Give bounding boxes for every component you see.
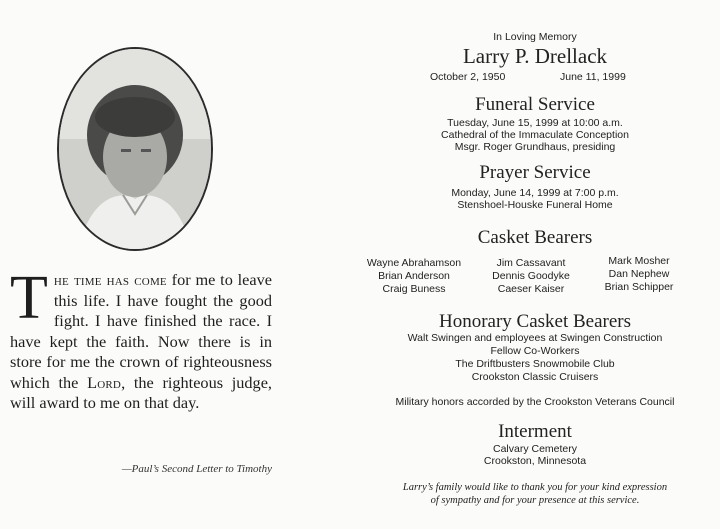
bearer-name: Wayne Abrahamson [366, 257, 462, 269]
funeral-line: Cathedral of the Immaculate Conception [441, 129, 629, 141]
interment-heading: Interment [498, 421, 572, 442]
prayer-line: Monday, June 14, 1999 at 7:00 p.m. [451, 187, 619, 199]
verse-attribution: —Paul’s Second Letter to Timothy [121, 463, 272, 475]
portrait-photo [57, 47, 213, 251]
drop-cap: T [10, 264, 48, 332]
casket-bearers-heading: Casket Bearers [477, 227, 593, 248]
death-date: June 11, 1999 [560, 71, 626, 83]
birth-date: October 2, 1950 [430, 71, 506, 83]
bearer-name: Caeser Kaiser [497, 283, 565, 295]
bearer-name: Brian Schipper [604, 281, 674, 293]
interment-line: Crookston, Minnesota [483, 455, 587, 467]
bearers-column [579, 255, 699, 294]
bearer-name: Mark Mosher [608, 255, 670, 267]
in-loving-memory: In Loving Memory [493, 31, 577, 43]
verse-tail: , the righteous judge, will award to me on that day. [10, 372, 272, 412]
left-panel [0, 0, 340, 529]
honorary-line: Crookston Classic Cruisers [471, 371, 599, 383]
bearer-name: Craig Buness [382, 283, 446, 295]
funeral-line: Msgr. Roger Grundhaus, presiding [454, 141, 616, 153]
verse-body: for me to leave this life. I have fought the good fight. I have finished the race. I have kept the faith. Now there is in store for me the crown of righteousness which the [10, 270, 272, 392]
honorary-line: Walt Swingen and employees at Swingen Construction [407, 332, 663, 344]
deceased-name: Larry P. Drellack [462, 44, 608, 68]
bearers-column [471, 257, 591, 296]
verse-lead: he time has come [53, 270, 167, 289]
honorary-line: Fellow Co-Workers [490, 345, 580, 357]
bearer-name: Jim Cassavant [496, 257, 566, 269]
bearers-column [354, 257, 474, 296]
funeral-line: Tuesday, June 15, 1999 at 10:00 a.m. [447, 117, 623, 129]
thank-you-note [350, 481, 720, 507]
bearer-name: Dennis Goodyke [492, 270, 570, 282]
bearer-name: Brian Anderson [378, 270, 450, 282]
verse-lord: Lord [87, 372, 122, 392]
honorary-heading: Honorary Casket Bearers [438, 311, 632, 332]
thank-you-line: Larry’s family would like to thank you for your kind expression [402, 482, 668, 493]
bearer-name: Dan Nephew [608, 268, 670, 280]
honorary-line: The Driftbusters Snowmobile Club [455, 358, 615, 370]
right-panel [350, 0, 720, 529]
funeral-heading: Funeral Service [475, 94, 595, 115]
military-honors: Military honors accorded by the Crookston Veterans Council [395, 396, 675, 408]
prayer-line: Stenshoel-Houske Funeral Home [457, 199, 613, 211]
thank-you-line: of sympathy and for your presence at this service. [430, 495, 640, 506]
interment-line: Calvary Cemetery [492, 443, 578, 455]
scripture-verse [10, 264, 272, 414]
prayer-heading: Prayer Service [479, 162, 591, 183]
